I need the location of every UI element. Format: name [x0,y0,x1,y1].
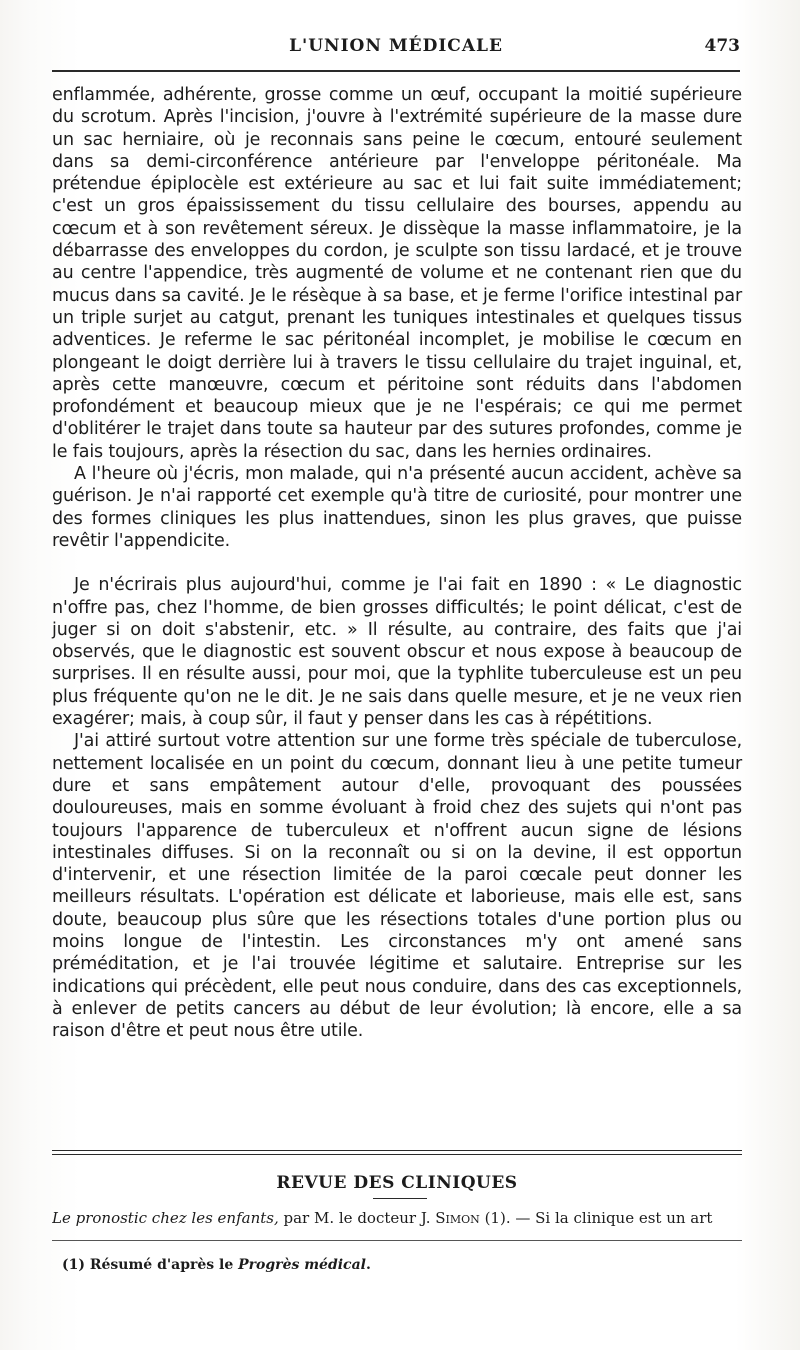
section-divider [52,1150,742,1151]
article-opening-line [52,1207,742,1229]
main-text [52,84,742,1042]
section-title-underline [373,1198,427,1199]
footnote-text: Résumé d'après le [89,1257,239,1273]
paragraph-diagnosis: Je n'écrirais plus aujourd'hui, comme je l'ai fait en 1890 : « Le diagnostic n'offre pas, chez l'homme, de bien grosses difficultés; le point délicat, c'est de juger si on doit s'abstenir, etc. » Il résulte, au contraire, des faits que j'ai observés, que le diagnostic est souvent obscur et nous expose à beaucoup de surprises. Il en résulte aussi, pour moi, que la typhlite tuberculeuse est un peu plus fréquente qu'on ne le dit. Je ne sais dans quelle mesure, et je ne veux rien exagérer; mais, à coup sûr, il faut y penser dans les cas à répétitions. [52,575,742,730]
page-number: 473 [704,36,740,56]
footnote-marker: (1) [62,1257,90,1273]
paragraph-conclusion: J'ai attiré surtout votre attention sur une forme très spéciale de tuberculose, nettement localisée en un point du cœcum, donnant lieu à une petite tumeur dure et sans empâtement autour d'elle, provoquant des poussées douloureuses, mais en somme évoluant à froid chez des sujets qui n'ont pas toujours l'apparence de tuberculeux et n'offrent aucun signe de lésions intestinales diffuses. Si on la reconnaît ou si on la devine, il est opportun d'intervenir, et une résection limitée de la paroi cœcale peut donner les meilleurs résultats. L'opération est délicate et laborieuse, mais elle est, sans doute, beaucoup plus sûre que les résections totales d'une portion plus ou moins longue de l'intestin. Les circonstances m'y ont amené sans préméditation, et je l'ai trouvée légitime et salutaire. Entreprise sur les indications qui précèdent, elle peut nous conduire, dans des cas exceptionnels, à enlever de petits cancers au début de leur évolution; là encore, elle a sa raison d'être et peut nous être utile. [52,731,742,1042]
paragraph-outcome: A l'heure où j'écris, mon malade, qui n'a présenté aucun accident, achève sa guérison. Je n'ai rapporté cet exemple qu'à titre de curiosité, pour montrer une des formes cliniques les plus inattendues, sinon les plus graves, que puisse revêtir l'appendicite. [52,464,742,551]
paragraph-case-continuation: enflammée, adhérente, grosse comme un œuf, occupant la moitié supérieure du scrotum. Après l'incision, j'ouvre à l'extrémité supérieure de la masse dure un sac herniaire, où je reconnais sans peine le cœcum, entouré seulement dans sa demi-circonférence antérieure par l'enveloppe péritonéale. Ma prétendue épiplocèle est extérieure au sac et lui fait suite immédiatement; c'est un gros épaississement du tissu cellulaire des bourses, appendu au cœcum et à son revêtement séreux. Je dissèque la masse inflammatoire, je la débarrasse des enveloppes du cordon, je sculpte son tissu lardacé, et je trouve au centre l'appendice, très augmenté de volume et ne contenant rien que du mucus dans sa cavité. Je le résèque à sa base, et je ferme l'orifice intestinal par un triple surjet au catgut, prenant les tuniques intestinales et quelques tissus adventices. Je referme le sac péritonéal incomplet, je mobilise le cœcum en plongeant le doigt derrière lui à travers le tissu cellulaire du trajet inguinal, et, après cette manœuvre, cœcum et péritoine sont réduits dans l'abdomen profondément et beaucoup mieux que je ne l'espérais; ce qui me permet d'oblitérer le trajet dans toute sa hauteur par des sutures profondes, comme je le fais toujours, après la résection du sac, dans les hernies ordinaires. [52,85,742,462]
section-divider-second [52,1154,742,1155]
footnote-journal: Progrès médical [238,1257,366,1273]
article-byline: par M. le docteur [278,1209,421,1227]
journal-title: L'UNION MÉDICALE [289,36,503,56]
article-opening-text: Si la clinique est un art [535,1209,713,1227]
footnote-end: . [365,1257,371,1273]
footnote-rule [52,1240,742,1241]
section-title: REVUE DES CLINIQUES [276,1173,518,1193]
author-name: Simon [435,1209,480,1227]
article-dash: — [510,1209,536,1227]
article-title: Le pronostic chez les enfants, [52,1209,279,1227]
footnote [62,1257,742,1273]
footnote-reference: (1). [479,1209,511,1227]
author-initial: J. [420,1209,436,1227]
running-head [52,36,740,68]
header-rule [52,70,740,72]
